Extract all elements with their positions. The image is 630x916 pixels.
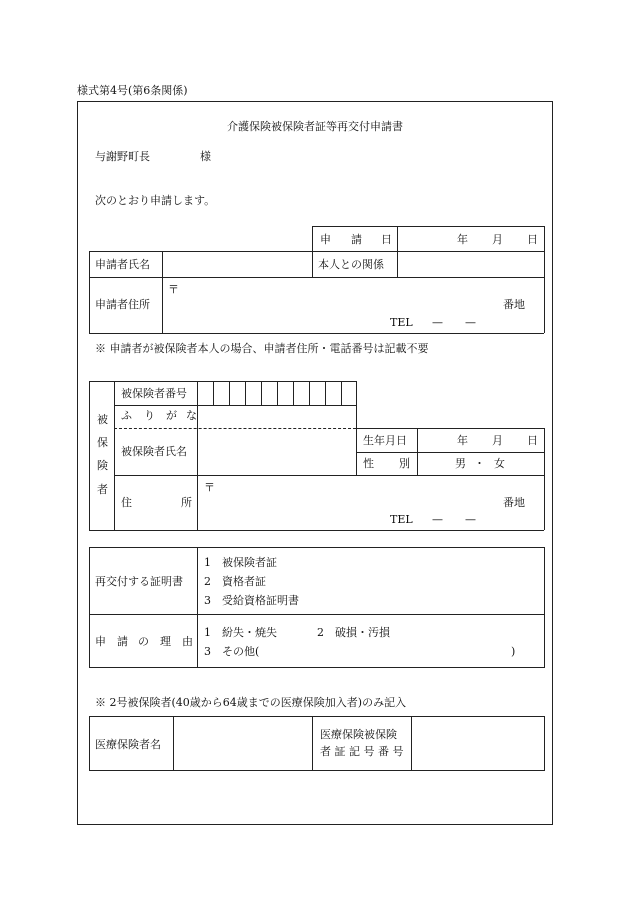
birth-day: 日 [527,434,538,447]
furigana-3: が [166,409,177,422]
insured-address-label-2: 所 [181,496,192,509]
medical-number-label-2: 者 証 記 号 番 号 [320,745,404,758]
cert-option-2[interactable]: 2 資格者証 [204,575,266,588]
furigana-1: ふ [121,409,132,422]
insured-vlabel-3: 険 [97,459,108,472]
date-year: 年 [457,233,468,246]
reason-label-3: の [138,635,149,648]
reason-label-2: 請 [117,635,128,648]
medical-number-field[interactable] [413,718,543,769]
gender-male[interactable]: 男 [455,457,466,470]
addressee: 与謝野町長 [95,150,150,163]
insured-number-field[interactable] [199,383,354,403]
insured-vlabel-1: 被 [97,413,108,426]
reason-label-4: 理 [160,635,171,648]
insured-vlabel-2: 保 [97,436,108,449]
reason-option-3[interactable]: 3 その他( [204,645,260,658]
birth-year: 年 [457,434,468,447]
furigana-field[interactable] [199,407,354,427]
reason-option-2[interactable]: 2 破損・汚損 [317,626,390,639]
banchi: 番地 [503,298,525,311]
insured-vlabel-4: 者 [97,483,108,496]
cert-option-1[interactable]: 1 被保険者証 [204,556,277,569]
insured-tel-label: TEL [390,513,413,526]
insured-address-field[interactable] [199,477,542,528]
gender-dot: ・ [474,457,485,470]
gender-label-1: 性 [363,457,374,470]
reason-other-field[interactable] [268,643,508,660]
cert-option-3[interactable]: 3 受給資格証明書 [204,594,299,607]
form-number: 様式第4号(第6条関係) [77,84,188,97]
form-title: 介護保険被保険者証等再交付申請書 [227,120,403,133]
insured-postal-mark: 〒 [204,481,215,494]
honorific: 様 [200,150,211,163]
date-label-3: 日 [381,233,392,246]
medical-insurer-label: 医療保険者名 [95,738,161,751]
relation-field[interactable] [399,253,542,275]
tel-label: TEL [390,316,413,329]
note-applicant: ※ 申請者が被保険者本人の場合、申請者住所・電話番号は記載不要 [95,342,429,355]
applicant-name-label: 申請者氏名 [95,258,150,271]
insured-tel-dash-2: — [465,513,476,526]
gender-label-2: 別 [399,457,410,470]
insured-name-label: 被保険者氏名 [121,445,187,458]
insured-number-label: 被保険者番号 [121,387,187,400]
date-label-2: 請 [351,233,362,246]
reason-close-paren: ) [511,645,516,658]
tel-dash-1: — [432,316,443,329]
reason-label-1: 申 [95,635,106,648]
postal-mark: 〒 [168,283,179,296]
reason-label-5: 由 [182,635,193,648]
date-day: 日 [527,233,538,246]
note-medical: ※ 2号被保険者(40歳から64歳までの医療保険加入者)のみ記入 [95,696,407,709]
insured-tel-dash-1: — [432,513,443,526]
applicant-address-label: 申請者住所 [95,298,150,311]
medical-insurer-field[interactable] [175,718,310,769]
cert-label: 再交付する証明書 [95,575,183,588]
insured-name-field[interactable] [199,430,354,473]
medical-number-label-1: 医療保険被保険 [320,728,397,741]
insured-address-label-1: 住 [121,496,132,509]
tel-dash-2: — [465,316,476,329]
intro-text: 次のとおり申請します。 [95,194,216,207]
gender-female[interactable]: 女 [494,457,505,470]
birth-month: 月 [492,434,503,447]
reason-option-1[interactable]: 1 紛失・焼失 [204,626,277,639]
furigana-2: り [144,409,155,422]
date-label-1: 申 [320,233,331,246]
applicant-address-field[interactable] [164,279,542,331]
relation-label: 本人との関係 [318,258,384,271]
furigana-4: な [186,409,197,422]
applicant-name-field[interactable] [164,253,310,275]
date-month: 月 [492,233,503,246]
birth-label: 生年月日 [363,434,407,447]
insured-banchi: 番地 [503,496,525,509]
